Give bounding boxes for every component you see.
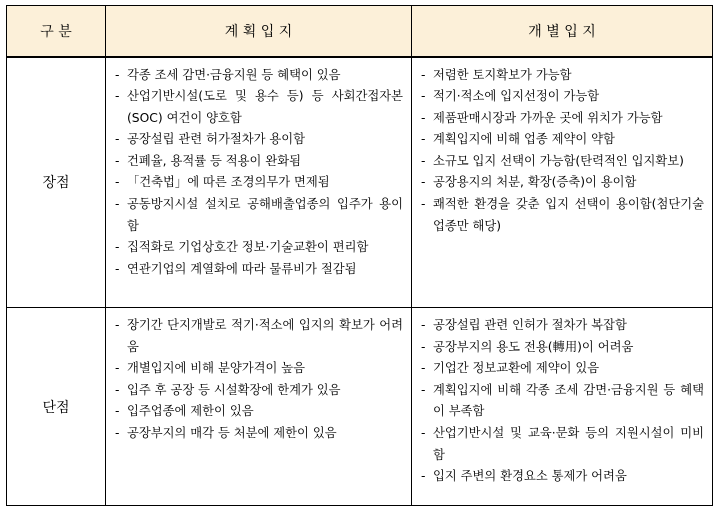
list-item: - 제품판매시장과 가까운 곳에 위치가 가능함 [420, 108, 704, 130]
list-item: - 각종 조세 감면·금융지원 등 혜택이 있음 [114, 65, 403, 87]
planned-disadvantages-cell [106, 308, 412, 506]
individual-advantages-list [412, 58, 712, 238]
individual-advantages-cell [412, 57, 713, 308]
list-item: - 공동방지시설 설치로 공해배출업종의 입주가 용이함 [114, 194, 403, 237]
planned-advantages-cell [106, 57, 412, 308]
list-item: - 공장설립 관련 허가절차가 용이함 [114, 129, 403, 151]
row-label-disadvantages: 단점 [7, 308, 106, 506]
list-item: - 소규모 입지 선택이 가능함(탄력적인 입지확보) [420, 151, 704, 173]
list-item: - 계획입지에 비해 각종 조세 감면·금융지원 등 혜택이 부족함 [420, 380, 704, 423]
advantages-row [7, 57, 713, 308]
list-item: - 공장부지의 매각 등 처분에 제한이 있음 [114, 423, 403, 445]
list-item: - 기업간 정보교환에 제약이 있음 [420, 358, 704, 380]
planned-disadvantages-list [106, 308, 411, 445]
list-item: - 저렴한 토지확보가 가능함 [420, 65, 704, 87]
header-planned-location: 계 획 입 지 [106, 6, 412, 57]
list-item: - 공장설립 관련 인허가 절차가 복잡함 [420, 315, 704, 337]
list-item: - 공장부지의 용도 전용(轉用)이 어려움 [420, 337, 704, 359]
list-item: - 공장용지의 처분, 확장(증축)이 용이함 [420, 172, 704, 194]
header-individual-location: 개 별 입 지 [412, 6, 713, 57]
comparison-table [6, 5, 713, 506]
list-item: - 입주 후 공장 등 시설확장에 한계가 있음 [114, 380, 403, 402]
planned-advantages-list [106, 58, 411, 281]
individual-disadvantages-cell [412, 308, 713, 506]
list-item: - 연관기업의 계열화에 따라 물류비가 절감됨 [114, 259, 403, 281]
list-item: - 쾌적한 환경을 갖춘 입지 선택이 용이함(첨단기술업종만 해당) [420, 194, 704, 237]
individual-disadvantages-list [412, 308, 712, 488]
list-item: - 계획입지에 비해 업종 제약이 약함 [420, 129, 704, 151]
disadvantages-row [7, 308, 713, 506]
list-item: - 산업기반시설 및 교육·문화 등의 지원시설이 미비함 [420, 423, 704, 466]
list-item: - 산업기반시설(도로 및 용수 등) 등 사회간접자본(SOC) 여건이 양호함 [114, 86, 403, 129]
list-item: - 장기간 단지개발로 적기·적소에 입지의 확보가 어려움 [114, 315, 403, 358]
list-item: - 입주업종에 제한이 있음 [114, 401, 403, 423]
list-item: - 입지 주변의 환경요소 통제가 어려움 [420, 466, 704, 488]
row-label-advantages: 장점 [7, 57, 106, 308]
list-item: - 집적화로 기업상호간 정보·기술교환이 편리함 [114, 237, 403, 259]
header-category: 구 분 [7, 6, 106, 57]
list-item: - 개별입지에 비해 분양가격이 높음 [114, 358, 403, 380]
header-row [7, 6, 713, 57]
list-item: - 「건축법」에 따른 조경의무가 면제됨 [114, 172, 403, 194]
list-item: - 적기·적소에 입지선정이 가능함 [420, 86, 704, 108]
list-item: - 건폐율, 용적률 등 적용이 완화됨 [114, 151, 403, 173]
